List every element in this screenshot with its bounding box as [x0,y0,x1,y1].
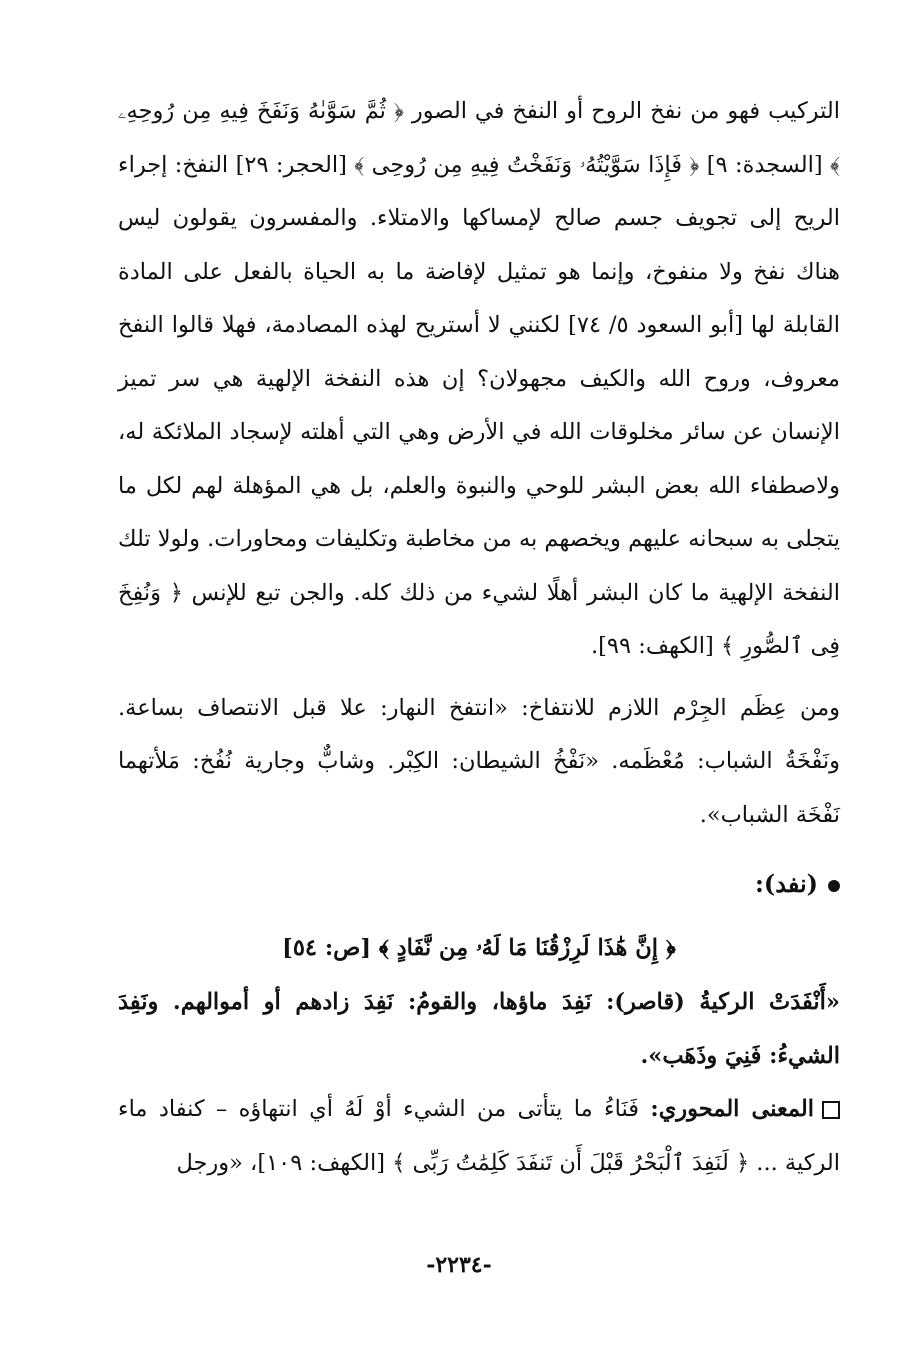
paragraph-nafkh-derivatives: ومن عِظَم الجِرْم اللازم للانتفاخ: «انتفخ النهار: علا قبل الانتصاف بساعة. ونَفْخَةُ الشباب: مُعْظَمه. «نَفْخُ الشيطان: الكِبْر. وشابٌّ وجارية نُفُخ: مَلأتهما نَفْخَة الشباب». [118,694,840,828]
core-meaning-paragraph [118,1083,840,1190]
quran-verse: ﴿ إِنَّ هَٰذَا لَرِزْقُنَا مَا لَهُۥ مِن نَّفَادٍ ﴾ [ص: ٥٤] [282,935,676,961]
core-meaning-text: فَنَاءُ ما يتأتى من الشيء أوْ لَهُ أي انتهاؤه – كنفاد ماء الركية ... ﴿ لَنَفِدَ ٱلْبَحْرُ قَبْلَ أَن تَنفَدَ كَلِمَٰتُ رَبِّى ﴾ [الكهف: ١٠٩]، «ورجل [118,1096,840,1176]
entry-heading-text: (نفد): [755,869,818,898]
bullet-icon [828,880,840,892]
page-body [118,85,840,1190]
core-meaning-label: المعنى المحوري: [650,1096,814,1122]
page-number: -٢٢٣٤- [426,1252,492,1278]
entry-heading [118,852,840,916]
square-icon [822,1101,840,1119]
paragraph-nafkh-commentary: التركيب فهو من نفخ الروح أو النفخ في الصور ﴿ ثُمَّ سَوَّىٰهُ وَنَفَخَ فِيهِ مِن رُوحِهِۦ ﴾ [السجدة: ٩] ﴿ فَإِذَا سَوَّيْتُهُۥ وَنَفَخْتُ فِيهِ مِن رُوحِى ﴾ [الحجر: ٢٩] النفخ: إجراء الريح إلى تجويف جسم صالح لإمساكها والامتلاء. والمفسرون يقولون ليس هناك نفخ ولا منفوخ، وإنما هو تمثيل لإفاضة ما به الحياة بالفعل على المادة القابلة لها [أبو السعود ٥/ ٧٤] لكنني لا أستريح لهذه المصادمة، فهلا قالوا النفخ معروف، وروح الله والكيف مجهولان؟ إن هذه النفخة الإلهية هي سر تميز الإنسان عن سائر مخلوقات الله في الأرض وهي التي أهلته لإسجاد الملائكة له، ولاصطفاء الله بعض البشر للوحي والنبوة والعلم، بل هي المؤهلة لهم لكل ما يتجلى به سبحانه عليهم ويخصهم به من مخاطبة وتكليفات ومحاورات. ولولا تلك النفخة الإلهية ما كان البشر أهلًا لشيء من ذلك كله. والجن تبع للإنس ﴿ وَنُفِخَ فِى ٱلصُّورِ ﴾ [الكهف: ٩٩]. [117,98,841,659]
lexical-definition: «أَنْفَدَتْ الركيةُ (قاصر): نَفِدَ ماؤها، والقومُ: نَفِدَ زادهم أو أموالهم. ونَفِدَ الشيءُ: فَنِيَ وذَهَب». [118,989,840,1069]
